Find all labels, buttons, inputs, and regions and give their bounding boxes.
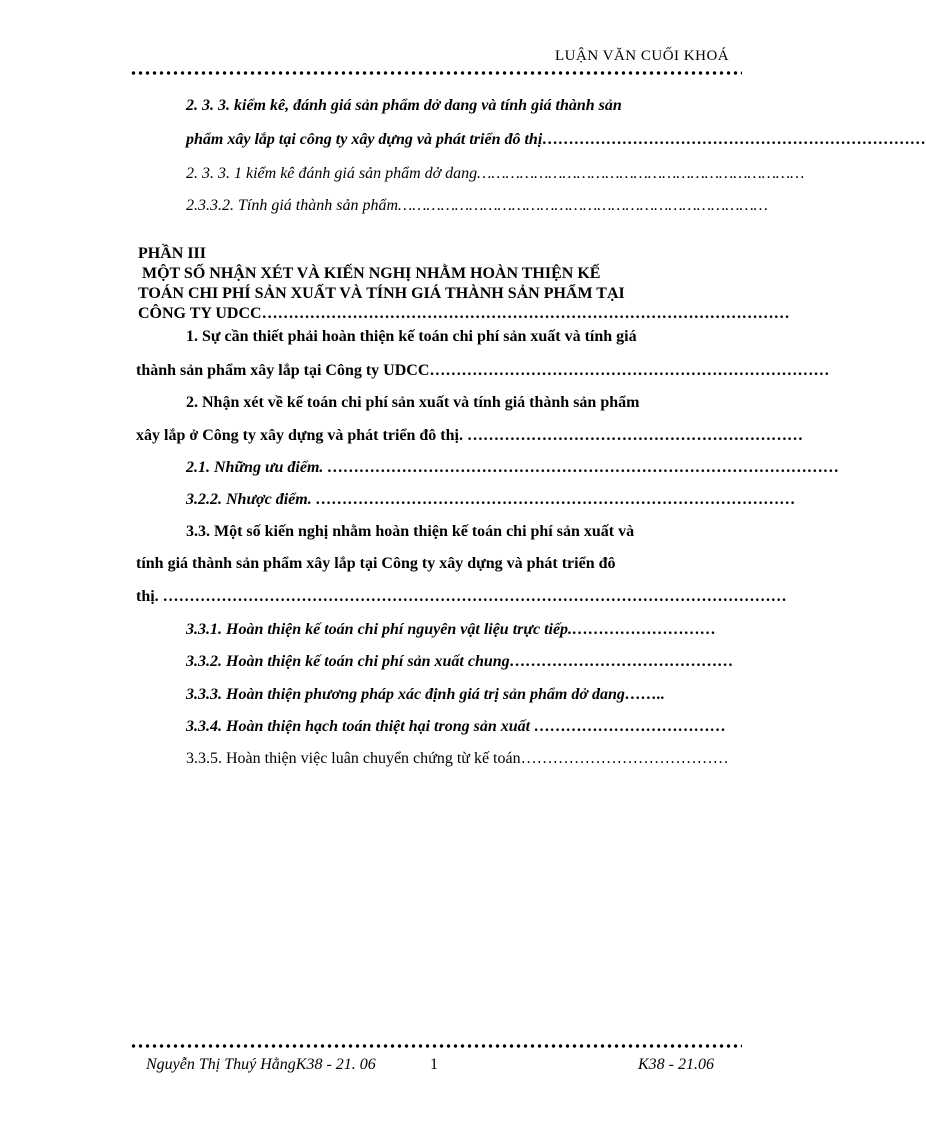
toc-item-3-3-3[interactable]: 3.3.3. Hoàn thiện phương pháp xác định giá trị sản phẩm dở dang…….. [186,686,665,703]
footer-class-right: K38 - 21.06 [638,1056,714,1073]
toc-item-2-line2[interactable]: xây lắp ở Công ty xây dựng và phát triển đô thị. ……………………………………………………… [136,427,803,444]
part-3-subtitle-line1: MỘT SỐ NHẬN XÉT VÀ KIẾN NGHỊ NHẰM HOÀN THIỆN KẾ [142,265,601,282]
part-3-subtitle-line2: TOÁN CHI PHÍ SẢN XUẤT VÀ TÍNH GIÁ THÀNH SẢN PHẨM TẠI [138,285,625,302]
toc-item-3-3-4[interactable]: 3.3.4. Hoàn thiện hạch toán thiệt hại trong sản xuất ……………………………… [186,718,727,735]
part-3-title: PHẦN III [138,245,207,262]
toc-item-1-line1[interactable]: 1. Sự cần thiết phải hoàn thiện kế toán chi phí sản xuất và tính giá [186,328,637,345]
toc-item-2-3-3-2[interactable]: 2.3.3.2. Tính giá thành sản phẩm…………………………………………………………………… [186,197,768,214]
footer-author: Nguyễn Thị Thuý Hằng [146,1056,296,1073]
toc-item-3-3-line2[interactable]: tính giá thành sản phẩm xây lắp tại Công ty xây dựng và phát triển đô [136,555,616,572]
toc-item-3-3-line1[interactable]: 3.3. Một số kiến nghị nhằm hoàn thiện kế toán chi phí sản xuất và [186,523,635,540]
toc-item-2-1[interactable]: 2.1. Những ưu điểm. …………………………………………………………………………………… [186,459,840,476]
footer-dotted-divider [130,1043,742,1049]
footer-page-number: 1 [430,1056,438,1073]
toc-item-3-3-2[interactable]: 3.3.2. Hoàn thiện kế toán chi phí sản xuất chung…………………………………… [186,653,734,670]
footer-class-left: K38 - 21. 06 [295,1056,376,1073]
toc-item-1-line2[interactable]: thành sản phẩm xây lắp tại Công ty UDCC………………………………………………………………… [136,362,830,379]
toc-item-3-3-5[interactable]: 3.3.5. Hoàn thiện việc luân chuyển chứng từ kế toán………………………………… [186,750,729,767]
part-3-subtitle-line3: CÔNG TY UDCC……………………………………………………………………………………… [138,305,790,322]
toc-item-2-line1[interactable]: 2. Nhận xét về kế toán chi phí sản xuất và tính giá thành sản phẩm [186,394,640,411]
footer-author-class [146,1056,376,1074]
toc-item-2-3-3-line2[interactable]: phẩm xây lắp tại công ty xây dựng và phát triển đô thị……………………………………………………………… [186,131,926,148]
header-dotted-divider [130,70,742,76]
toc-item-2-3-3-line1[interactable]: 2. 3. 3. kiểm kê, đánh giá sản phẩm dở dang và tính giá thành sản [186,97,622,114]
toc-item-3-2-2[interactable]: 3.2.2. Nhược điểm. ……………………………………………………………………………… [186,491,796,508]
header-title: LUẬN VĂN CUỐI KHOÁ [555,48,730,64]
toc-item-3-3-line3[interactable]: thị. ……………………………………………………………………………………………………… [136,588,787,605]
toc-item-3-3-1[interactable]: 3.3.1. Hoàn thiện kế toán chi phí nguyên vật liệu trực tiếp.……………………… [186,621,717,638]
part-3-heading[interactable] [138,244,790,324]
toc-item-2-3-3-1[interactable]: 2. 3. 3. 1 kiểm kê đánh giá sản phẩm dở dang…………………………………………………………… [186,165,805,182]
